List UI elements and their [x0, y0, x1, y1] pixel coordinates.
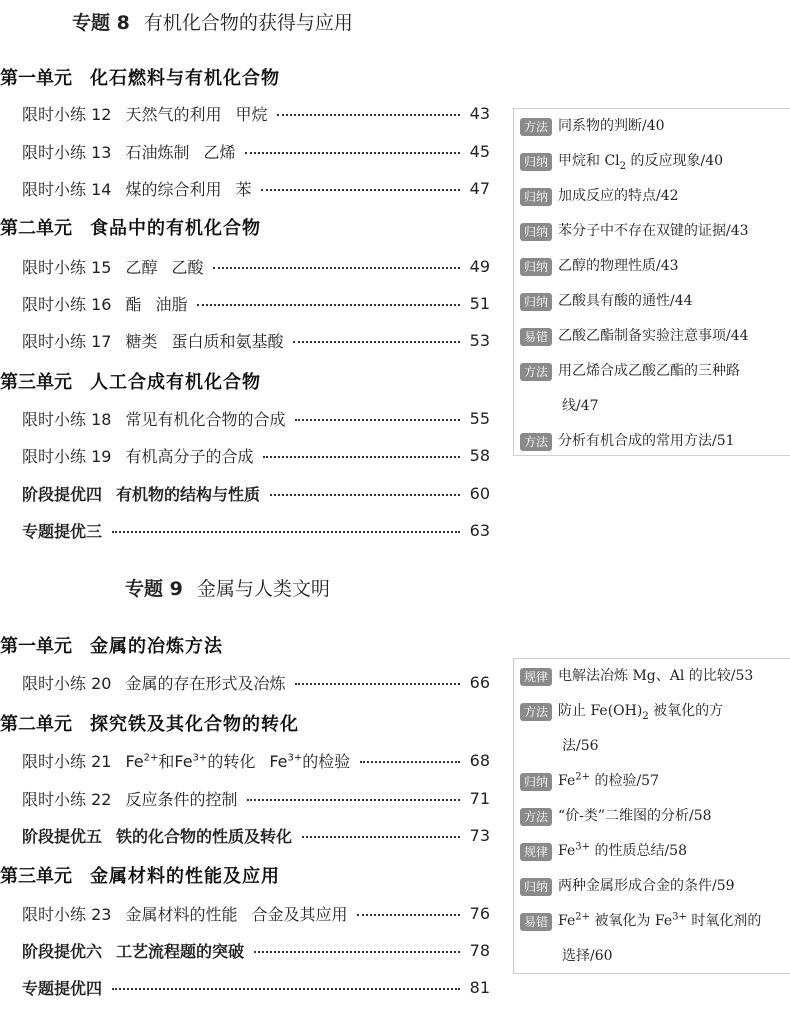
- page-number: 68: [469, 750, 490, 770]
- tip-item: 归纳 甲烷和 $Cl_2$ 的反应现象/40: [520, 144, 790, 180]
- toc-entry[interactable]: 限时小练 12 天然气的利用 甲烷 43: [22, 103, 490, 124]
- toc-entry[interactable]: 阶段提优四 有机物的结构与性质 60: [22, 483, 490, 504]
- tip-item: 归纳 两种金属形成合金的条件/59: [520, 869, 790, 905]
- dot-leader: [277, 114, 459, 116]
- tip-item: 归纳 苯分子中不存在双键的证据/43: [520, 214, 790, 250]
- tip-item: 易错 乙酸乙酯制备实验注意事项/44: [520, 319, 790, 355]
- page-number: 43: [469, 103, 490, 123]
- unit-title: 第一单元 金属的冶炼方法: [0, 636, 223, 657]
- dot-leader: [112, 531, 460, 533]
- tip-item: 方法 用乙烯合成乙酸乙酯的三种路: [520, 354, 790, 390]
- tip-item: 方法 分析有机合成的常用方法/51: [520, 424, 790, 460]
- tip-item: 方法 防止 $Fe(OH)_2$ 被氧化的方: [520, 694, 790, 730]
- tip-tag: 方法: [520, 703, 552, 721]
- page-number: 53: [469, 330, 490, 350]
- dot-leader: [295, 683, 459, 685]
- page-number: 51: [469, 293, 490, 313]
- unit-title: 第三单元 人工合成有机化合物: [0, 372, 261, 393]
- toc-entry[interactable]: 限时小练 18 常见有机化合物的合成 55: [22, 408, 490, 429]
- toc-entry[interactable]: 限时小练 15 乙醇 乙酸 49: [22, 256, 490, 277]
- tip-item-continued: 选择/60: [562, 948, 613, 964]
- page-number: 76: [469, 903, 490, 923]
- dot-leader: [245, 152, 459, 154]
- page-number: 78: [469, 940, 490, 960]
- toc-entry[interactable]: 限时小练 14 煤的综合利用 苯 47: [22, 178, 490, 199]
- toc-entry[interactable]: 阶段提优六 工艺流程题的突破 78: [22, 940, 490, 961]
- dot-leader: [247, 799, 459, 801]
- dot-leader: [112, 988, 460, 990]
- page-number: 73: [469, 825, 490, 845]
- tip-item: 方法 “价-类”二维图的分析/58: [520, 799, 790, 835]
- dot-leader: [302, 836, 460, 838]
- topic-8-name: 有机化合物的获得与应用: [143, 12, 353, 34]
- tip-item: 易错 $Fe^{2+}$ 被氧化为 $Fe^{3+}$ 时氧化剂的: [520, 904, 790, 940]
- page-number: 66: [469, 672, 490, 692]
- toc-entry[interactable]: 阶段提优五 铁的化合物的性质及转化 73: [22, 825, 490, 846]
- toc-entry[interactable]: 限时小练 19 有机高分子的合成 58: [22, 445, 490, 466]
- dot-leader: [295, 419, 459, 421]
- tip-item: 归纳 乙酸具有酸的通性/44: [520, 284, 790, 320]
- toc-entry[interactable]: 限时小练 13 石油炼制 乙烯 45: [22, 141, 490, 162]
- page-number: 63: [469, 520, 490, 540]
- tip-tag: 方法: [520, 808, 552, 826]
- page-number: 49: [469, 256, 490, 276]
- tip-tag: 方法: [520, 118, 552, 136]
- topic-9-name: 金属与人类文明: [196, 578, 330, 600]
- toc-entry[interactable]: 限时小练 22 反应条件的控制 71: [22, 788, 490, 809]
- toc-entry[interactable]: 限时小练 21 $Fe^{2+}$和$Fe^{3+}$的转化 $Fe^{3+}$的检验 68: [22, 750, 490, 771]
- tip-tag: 易错: [520, 328, 552, 346]
- tip-item: 方法 同系物的判断/40: [520, 109, 790, 145]
- tip-tag: 归纳: [520, 878, 552, 896]
- toc-entry[interactable]: 限时小练 17 糖类 蛋白质和氨基酸 53: [22, 330, 490, 351]
- topic-9-number: 专题 9: [125, 578, 183, 600]
- tip-tag: 规律: [520, 843, 552, 861]
- dot-leader: [197, 304, 459, 306]
- tips-box: [513, 108, 790, 456]
- tip-tag: 方法: [520, 363, 552, 381]
- page-number: 60: [469, 483, 490, 503]
- tip-tag: 归纳: [520, 773, 552, 791]
- tip-tag: 方法: [520, 433, 552, 451]
- toc-entry[interactable]: 专题提优四 81: [22, 977, 490, 998]
- dot-leader: [360, 761, 459, 763]
- tip-tag: 归纳: [520, 153, 552, 171]
- unit-title: 第一单元 化石燃料与有机化合物: [0, 68, 280, 89]
- dot-leader: [254, 951, 460, 953]
- page-number: 45: [469, 141, 490, 161]
- page-number: 58: [469, 445, 490, 465]
- dot-leader: [270, 494, 460, 496]
- topic-9-title: [125, 574, 330, 601]
- toc-entry[interactable]: 限时小练 20 金属的存在形式及冶炼 66: [22, 672, 490, 693]
- unit-title: 第三单元 金属材料的性能及应用: [0, 866, 280, 887]
- page-number: 71: [469, 788, 490, 808]
- tip-item: 归纳 乙醇的物理性质/43: [520, 249, 790, 285]
- tip-tag: 规律: [520, 668, 552, 686]
- tip-tag: 易错: [520, 913, 552, 931]
- tip-item: 归纳 $Fe^{2+}$ 的检验/57: [520, 764, 790, 800]
- toc-entry[interactable]: 专题提优三 63: [22, 520, 490, 541]
- tip-item: 规律 电解法冶炼 Mg、Al 的比较/53: [520, 659, 790, 695]
- unit-title: 第二单元 食品中的有机化合物: [0, 218, 261, 239]
- dot-leader: [263, 456, 459, 458]
- page-number: 47: [469, 178, 490, 198]
- dot-leader: [357, 914, 459, 916]
- tip-item: 归纳 加成反应的特点/42: [520, 179, 790, 215]
- tip-item-continued: 法/56: [562, 738, 599, 754]
- dot-leader: [213, 267, 459, 269]
- unit-title: 第二单元 探究铁及其化合物的转化: [0, 714, 299, 735]
- toc-entry[interactable]: 限时小练 16 酯 油脂 51: [22, 293, 490, 314]
- tip-item: 规律 $Fe^{3+}$ 的性质总结/58: [520, 834, 790, 870]
- page-number: 55: [469, 408, 490, 428]
- tips-box: [513, 658, 790, 974]
- tip-tag: 归纳: [520, 293, 552, 311]
- tip-tag: 归纳: [520, 223, 552, 241]
- tip-tag: 归纳: [520, 258, 552, 276]
- page-number: 81: [469, 977, 490, 997]
- tip-item-continued: 线/47: [562, 398, 599, 414]
- toc-entry[interactable]: 限时小练 23 金属材料的性能 合金及其应用 76: [22, 903, 490, 924]
- topic-8-number: 专题 8: [72, 12, 130, 34]
- topic-8-title: [72, 8, 353, 35]
- dot-leader: [293, 341, 459, 343]
- dot-leader: [261, 189, 459, 191]
- tip-tag: 归纳: [520, 188, 552, 206]
